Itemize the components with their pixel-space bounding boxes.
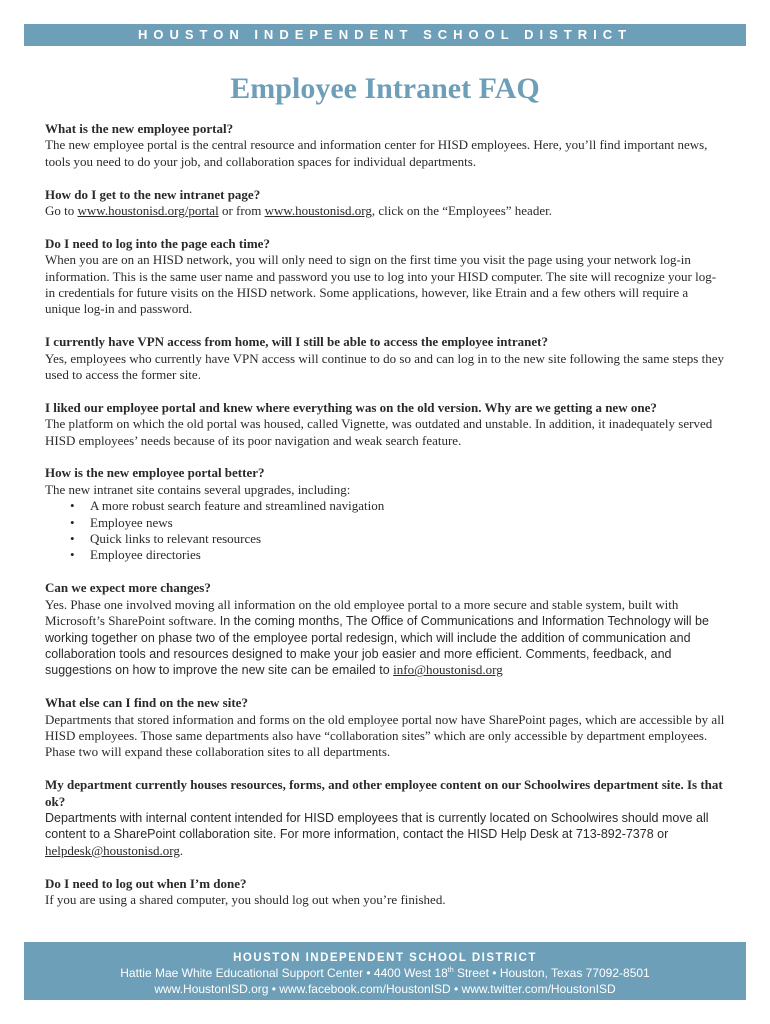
faq-answer	[45, 810, 725, 859]
faq-question: My department currently houses resources, forms, and other employee content on our Schoolwires department site. Is that ok?	[45, 777, 723, 809]
footer-address	[24, 965, 746, 981]
answer-text: , click on the “Employees” header.	[371, 203, 552, 219]
answer-text: or from	[218, 203, 265, 219]
faq-question: Do I need to log into the page each time?	[45, 235, 270, 251]
faq-question: What else can I find on the new site?	[45, 695, 248, 711]
page-title: Employee Intranet FAQ	[230, 72, 540, 105]
portal-link[interactable]: www.houstonisd.org/portal	[77, 203, 219, 219]
faq-item	[45, 400, 725, 449]
answer-text: Departments with internal content intended for HISD employees that is currently located on Schoolwires should move all content to a SharePoint collaboration site. For more information, contact the HISD Help Desk at 713-892-7378 or	[45, 810, 709, 842]
faq-question: What is the new employee portal?	[45, 121, 234, 136]
faq-answer: The platform on which the old portal was housed, called Vignette, was outdated and unstable. In addition, it inadequately served HISD employees’ needs because of its poor navigation and weak search feature.	[45, 416, 713, 448]
faq-item	[45, 580, 725, 678]
faq-item	[45, 777, 725, 859]
helpdesk-email-link[interactable]: helpdesk@houstonisd.org	[45, 842, 180, 858]
answer-text: .	[179, 842, 184, 858]
faq-question: I currently have VPN access from home, will I still be able to access the employee intranet?	[45, 334, 548, 350]
faq-answer: The new employee portal is the central resource and information center for HISD employees. Here, you’ll find important news, tools you need to do your job, and collaboration spaces for individual departments.	[45, 137, 708, 169]
faq-item	[45, 876, 725, 909]
info-email-link[interactable]: info@houstonisd.org	[393, 662, 503, 678]
faq-question: Can we expect more changes?	[45, 580, 211, 596]
faq-question: How is the new employee portal better?	[45, 465, 265, 481]
answer-text: Yes. Phase one involved moving all information on the old employee portal to a more secure and stable system, built with Microsoft’s SharePoint software.	[45, 596, 679, 629]
address-text: Hattie Mae White Educational Support Center • 4400 West 18	[120, 966, 448, 980]
faq-question: I liked our employee portal and knew where everything was on the old version. Why are we getting a new one?	[45, 399, 657, 415]
faq-item	[45, 121, 725, 170]
list-item: • A more robust search feature and streamlined navigation	[90, 498, 725, 514]
list-item: • Employee directories	[90, 547, 725, 563]
footer	[24, 942, 746, 1000]
list-item: • Employee news	[90, 515, 725, 531]
faq-answer: When you are on an HISD network, you will only need to sign on the first time you visit the page using your network log-in information. This is the same user name and password you use to log into your HISD computer. The site will recognize your log-in credentials for future visits on the HISD network. Some applications, however, like Etrain and a few others will require a unique log-in and password.	[45, 252, 717, 317]
faq-item	[45, 334, 725, 383]
top-banner: HOUSTON INDEPENDENT SCHOOL DISTRICT	[24, 24, 746, 46]
answer-text: Go to	[45, 203, 78, 219]
faq-answer: If you are using a shared computer, you should log out when you’re finished.	[45, 891, 446, 907]
faq-answer: Departments that stored information and forms on the old employee portal now have SharePoint pages, which are accessible by all HISD employees. Those same departments also have “collaboration sites” which are only accessible by department employees. Phase two will expand these collaboration sites to all departments.	[45, 711, 725, 760]
faq-answer	[45, 597, 725, 679]
faq-question: Do I need to log out when I’m done?	[45, 875, 247, 891]
faq-item	[45, 187, 725, 220]
upgrade-list	[45, 498, 725, 564]
faq-answer: The new intranet site contains several upgrades, including:	[45, 481, 351, 497]
answer-text: In the coming months, The Office of Communications and Information Technology will be working together on phase two of the employee portal redesign, which will include the addition of communication and collaboration tools and resources designed to make your job easier and more efficient. Comments, feedback, and suggestions on how to improve the new site can be emailed to	[45, 614, 709, 678]
address-superscript: th	[447, 967, 454, 974]
faq-item	[45, 236, 725, 318]
footer-district-name: HOUSTON INDEPENDENT SCHOOL DISTRICT	[233, 952, 537, 964]
faq-content	[45, 121, 725, 925]
faq-item	[45, 465, 725, 563]
faq-answer	[45, 203, 725, 219]
faq-answer: Yes, employees who currently have VPN access will continue to do so and can log in to the new site following the same steps they used to access the former site.	[45, 350, 725, 383]
houstonisd-link[interactable]: www.houstonisd.org	[264, 203, 372, 219]
footer-links: www.HoustonISD.org • www.facebook.com/HoustonISD • www.twitter.com/HoustonISD	[154, 982, 616, 996]
list-item: • Quick links to relevant resources	[90, 531, 725, 547]
faq-item	[45, 695, 725, 761]
faq-question: How do I get to the new intranet page?	[45, 186, 261, 202]
address-text: Street • Houston, Texas 77092-8501	[453, 966, 650, 980]
